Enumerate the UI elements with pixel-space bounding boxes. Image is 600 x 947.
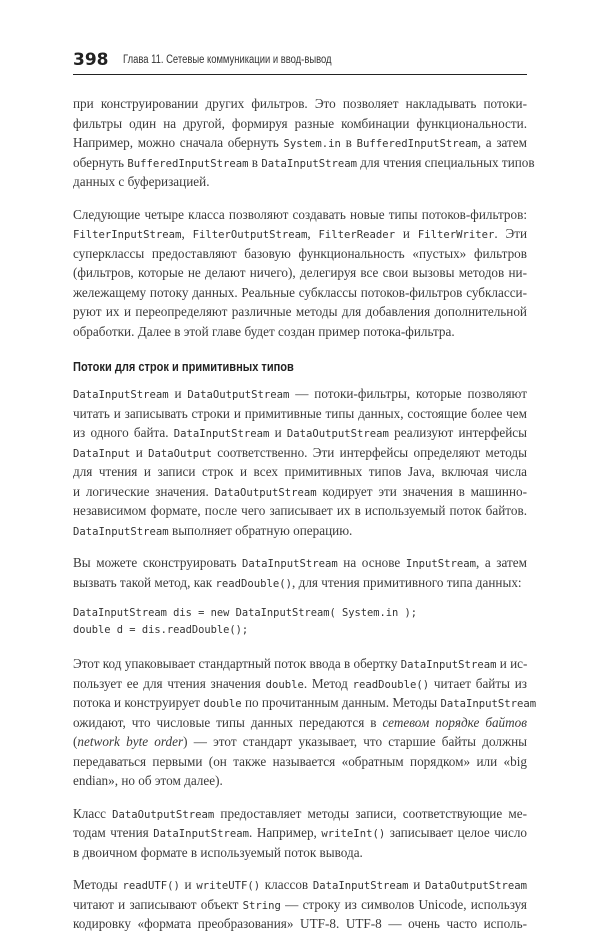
inline-code: DataInputStream — [73, 389, 169, 401]
inline-code: DataInputStream — [173, 428, 270, 440]
text-run: при конструировании других фильтров. Это позволяет накладывать потоки- — [73, 96, 527, 111]
page-body — [73, 94, 537, 947]
text-run: для чтения специальных типов — [357, 154, 535, 170]
text-line — [73, 205, 527, 225]
text-run: и — [395, 226, 418, 241]
inline-code: readDouble() — [215, 577, 293, 590]
text-line — [73, 153, 535, 173]
text-line — [73, 302, 527, 322]
text-run: суперклассы предоставляют базовую функциональность «пустых» фильтров — [73, 245, 527, 261]
text-line — [73, 462, 527, 482]
text-run: ) — этот стандарт указывает, что старшие байты должны — [183, 734, 527, 749]
text-line — [73, 521, 527, 541]
inline-code: InputStream — [405, 558, 476, 570]
text-run: . Например, — [248, 825, 322, 840]
text-run: и — [269, 425, 287, 440]
text-line — [73, 654, 527, 674]
inline-code: DataInputStream — [440, 698, 537, 710]
inline-code: double — [265, 678, 304, 691]
text-line — [73, 172, 527, 192]
inline-code: BufferedInputStream — [356, 138, 478, 150]
text-run: записывает целое число — [385, 825, 527, 840]
text-run: и — [168, 386, 188, 401]
text-run: для чтения и записи строк и всех примитивных типов Java, включая числа — [73, 464, 527, 479]
inline-code: DataOutputStream — [187, 389, 290, 401]
text-line — [73, 443, 527, 463]
text-run: Вы можете сконструировать — [73, 555, 243, 570]
text-run: — потоки-фильтры, которые позволяют — [289, 386, 527, 401]
inline-code: DataInputStream — [242, 558, 338, 570]
text-line — [73, 133, 527, 153]
text-line — [73, 404, 527, 424]
inline-code: DataInput — [73, 447, 131, 460]
inline-code: readUTF() — [122, 880, 180, 892]
text-run: , для чтения примитивного типа данных: — [292, 574, 522, 590]
section-heading: Потоки для строк и примитивных типов — [73, 359, 294, 374]
inline-code: FilterInputStream — [73, 229, 182, 241]
paragraph — [73, 205, 527, 342]
text-run: в — [340, 135, 357, 150]
text-run: фильтры один на другой, формируя разные комбинации функциональности. — [73, 115, 527, 131]
inline-code: DataInputStream — [153, 828, 249, 840]
text-run: передаваться первыми (он также называется «обратным порядком» или «big — [73, 753, 527, 769]
text-run: , а затем — [475, 555, 527, 570]
text-run: . Эти — [494, 226, 528, 241]
text-line — [73, 875, 527, 895]
text-line — [73, 114, 527, 134]
emphasis-text: network byte order — [77, 734, 184, 749]
emphasis-text: сетевом порядке байтов — [382, 714, 527, 730]
inline-code: DataInputStream — [73, 525, 169, 538]
inline-code: DataInputStream — [261, 157, 357, 170]
text-line — [73, 752, 527, 772]
text-line — [73, 384, 527, 404]
text-run: по прочитанным данным. Методы — [241, 695, 441, 710]
text-line — [73, 771, 527, 791]
text-run: обернуть — [73, 154, 128, 170]
inline-code: double — [203, 698, 242, 710]
text-run: — строку из символов Unicode, используя — [280, 896, 527, 912]
text-line — [73, 244, 527, 264]
text-run: и — [179, 877, 197, 892]
text-line — [73, 263, 527, 283]
paragraph — [73, 94, 535, 192]
text-line — [73, 914, 527, 934]
text-run: endian», но об этом далее). — [73, 773, 223, 788]
inline-code: FilterOutputStream — [192, 229, 308, 241]
text-line — [73, 94, 527, 114]
text-run: Класс — [73, 805, 113, 821]
text-line — [73, 553, 527, 573]
text-run: Этот код упаковывает стандартный поток ввода в обертку — [73, 656, 401, 671]
inline-code: String — [242, 899, 281, 912]
text-run: , — [181, 226, 193, 241]
text-run: руют их и переопределяют различные методы для добавления дополнительной — [73, 304, 527, 319]
inline-code: BufferedInputStream — [127, 157, 249, 170]
text-run: реализуют интерфейсы — [388, 425, 527, 440]
text-run: Следующие четыре класса позволяют создавать новые типы потоков-фильтров: — [73, 206, 527, 222]
text-line — [73, 843, 527, 863]
text-run: Например, можно сначала обернуть — [73, 135, 284, 150]
text-run: ( — [73, 734, 78, 749]
text-line — [73, 895, 527, 915]
text-line — [73, 693, 537, 713]
inline-code: readDouble() — [352, 678, 430, 691]
text-run: потока и конструирует — [73, 695, 204, 710]
running-header — [73, 50, 527, 75]
text-run: обработки. Далее в этой главе будет создан пример потока-фильтра. — [73, 323, 455, 339]
text-run: на основе — [337, 555, 406, 570]
text-line — [73, 482, 527, 502]
text-run: , а затем — [477, 135, 528, 150]
text-run: читает байты из — [429, 675, 527, 691]
text-line — [73, 732, 527, 752]
text-run: данных с буферизацией. — [73, 174, 210, 189]
inline-code: FilterReader — [318, 229, 396, 241]
text-run: жележащему потоку данных. Реальные субклассы потоков-фильтров субкласси- — [73, 284, 527, 300]
inline-code: System.in — [283, 138, 341, 150]
text-run: кодировку «формата преобразования» UTF-8. UTF-8 — очень часто исполь- — [73, 916, 527, 931]
text-run: вызвать такой метод, как — [73, 574, 216, 590]
text-line — [73, 713, 527, 733]
text-line — [73, 322, 527, 342]
inline-code: DataOutputStream — [112, 808, 215, 821]
inline-code: writeInt() — [321, 828, 386, 840]
text-line — [73, 423, 527, 443]
text-run: пользует ее для чтения значения — [73, 675, 266, 691]
paragraph — [73, 654, 537, 791]
inline-code: DataOutputStream — [214, 486, 317, 499]
text-run: соответственно. Эти интерфейсы определяют методы — [211, 444, 527, 460]
inline-code: DataInputStream — [312, 880, 409, 892]
text-run: читают и записывают объект — [73, 896, 243, 912]
page-number: 398 — [73, 50, 109, 70]
text-line — [73, 823, 527, 843]
text-run: из одного байта. — [73, 425, 174, 440]
paragraph — [73, 804, 527, 863]
text-run: независимом формате, после чего записывает их в используемый поток байтов. — [73, 503, 527, 518]
text-line — [73, 573, 527, 593]
text-run: и — [408, 877, 425, 892]
paragraph — [73, 384, 527, 540]
text-run: Методы — [73, 877, 123, 892]
text-run: в — [248, 154, 262, 170]
text-line — [73, 674, 527, 694]
text-run: предоставляет методы записи, соответствующие ме- — [214, 805, 528, 821]
inline-code: DataOutputStream — [424, 880, 528, 892]
text-run: ожидают, что числовые типы данных передаются в — [73, 714, 383, 730]
text-run: и — [130, 444, 149, 460]
chapter-title: Глава 11. Сетевые коммуникации и ввод-вывод — [123, 54, 332, 66]
text-run: (фильтров, которые не делают ничего), делегируя все свои вызовы методов ни- — [73, 265, 527, 280]
inline-code: DataOutput — [148, 447, 212, 460]
text-run: и ис- — [496, 656, 528, 671]
code-listing: DataInputStream dis = new DataInputStream( System.in ); double d = dis.readDouble(); — [73, 607, 418, 636]
inline-code: FilterWriter — [417, 229, 495, 241]
text-run: . Метод — [303, 675, 353, 691]
text-run: в двоичном формате в используемый поток вывода. — [73, 844, 363, 860]
inline-code: DataOutputStream — [286, 428, 389, 440]
text-run: , — [307, 226, 319, 241]
text-run: выполняет обратную операцию. — [168, 522, 353, 538]
paragraph — [73, 875, 527, 934]
text-line — [73, 501, 527, 521]
text-line — [73, 804, 527, 824]
text-run: читать и записывать строки и примитивные типы данных, состоящие более чем — [73, 405, 527, 421]
text-line — [73, 224, 527, 244]
inline-code: DataInputStream — [400, 659, 497, 671]
paragraph — [73, 553, 527, 592]
text-run: кодирует эти значения в машинно- — [316, 483, 527, 499]
text-run: тодам чтения — [73, 825, 154, 840]
inline-code: writeUTF() — [196, 880, 261, 892]
text-run: и логические значения. — [73, 483, 215, 499]
text-line — [73, 283, 527, 303]
text-run: классов — [260, 877, 313, 892]
